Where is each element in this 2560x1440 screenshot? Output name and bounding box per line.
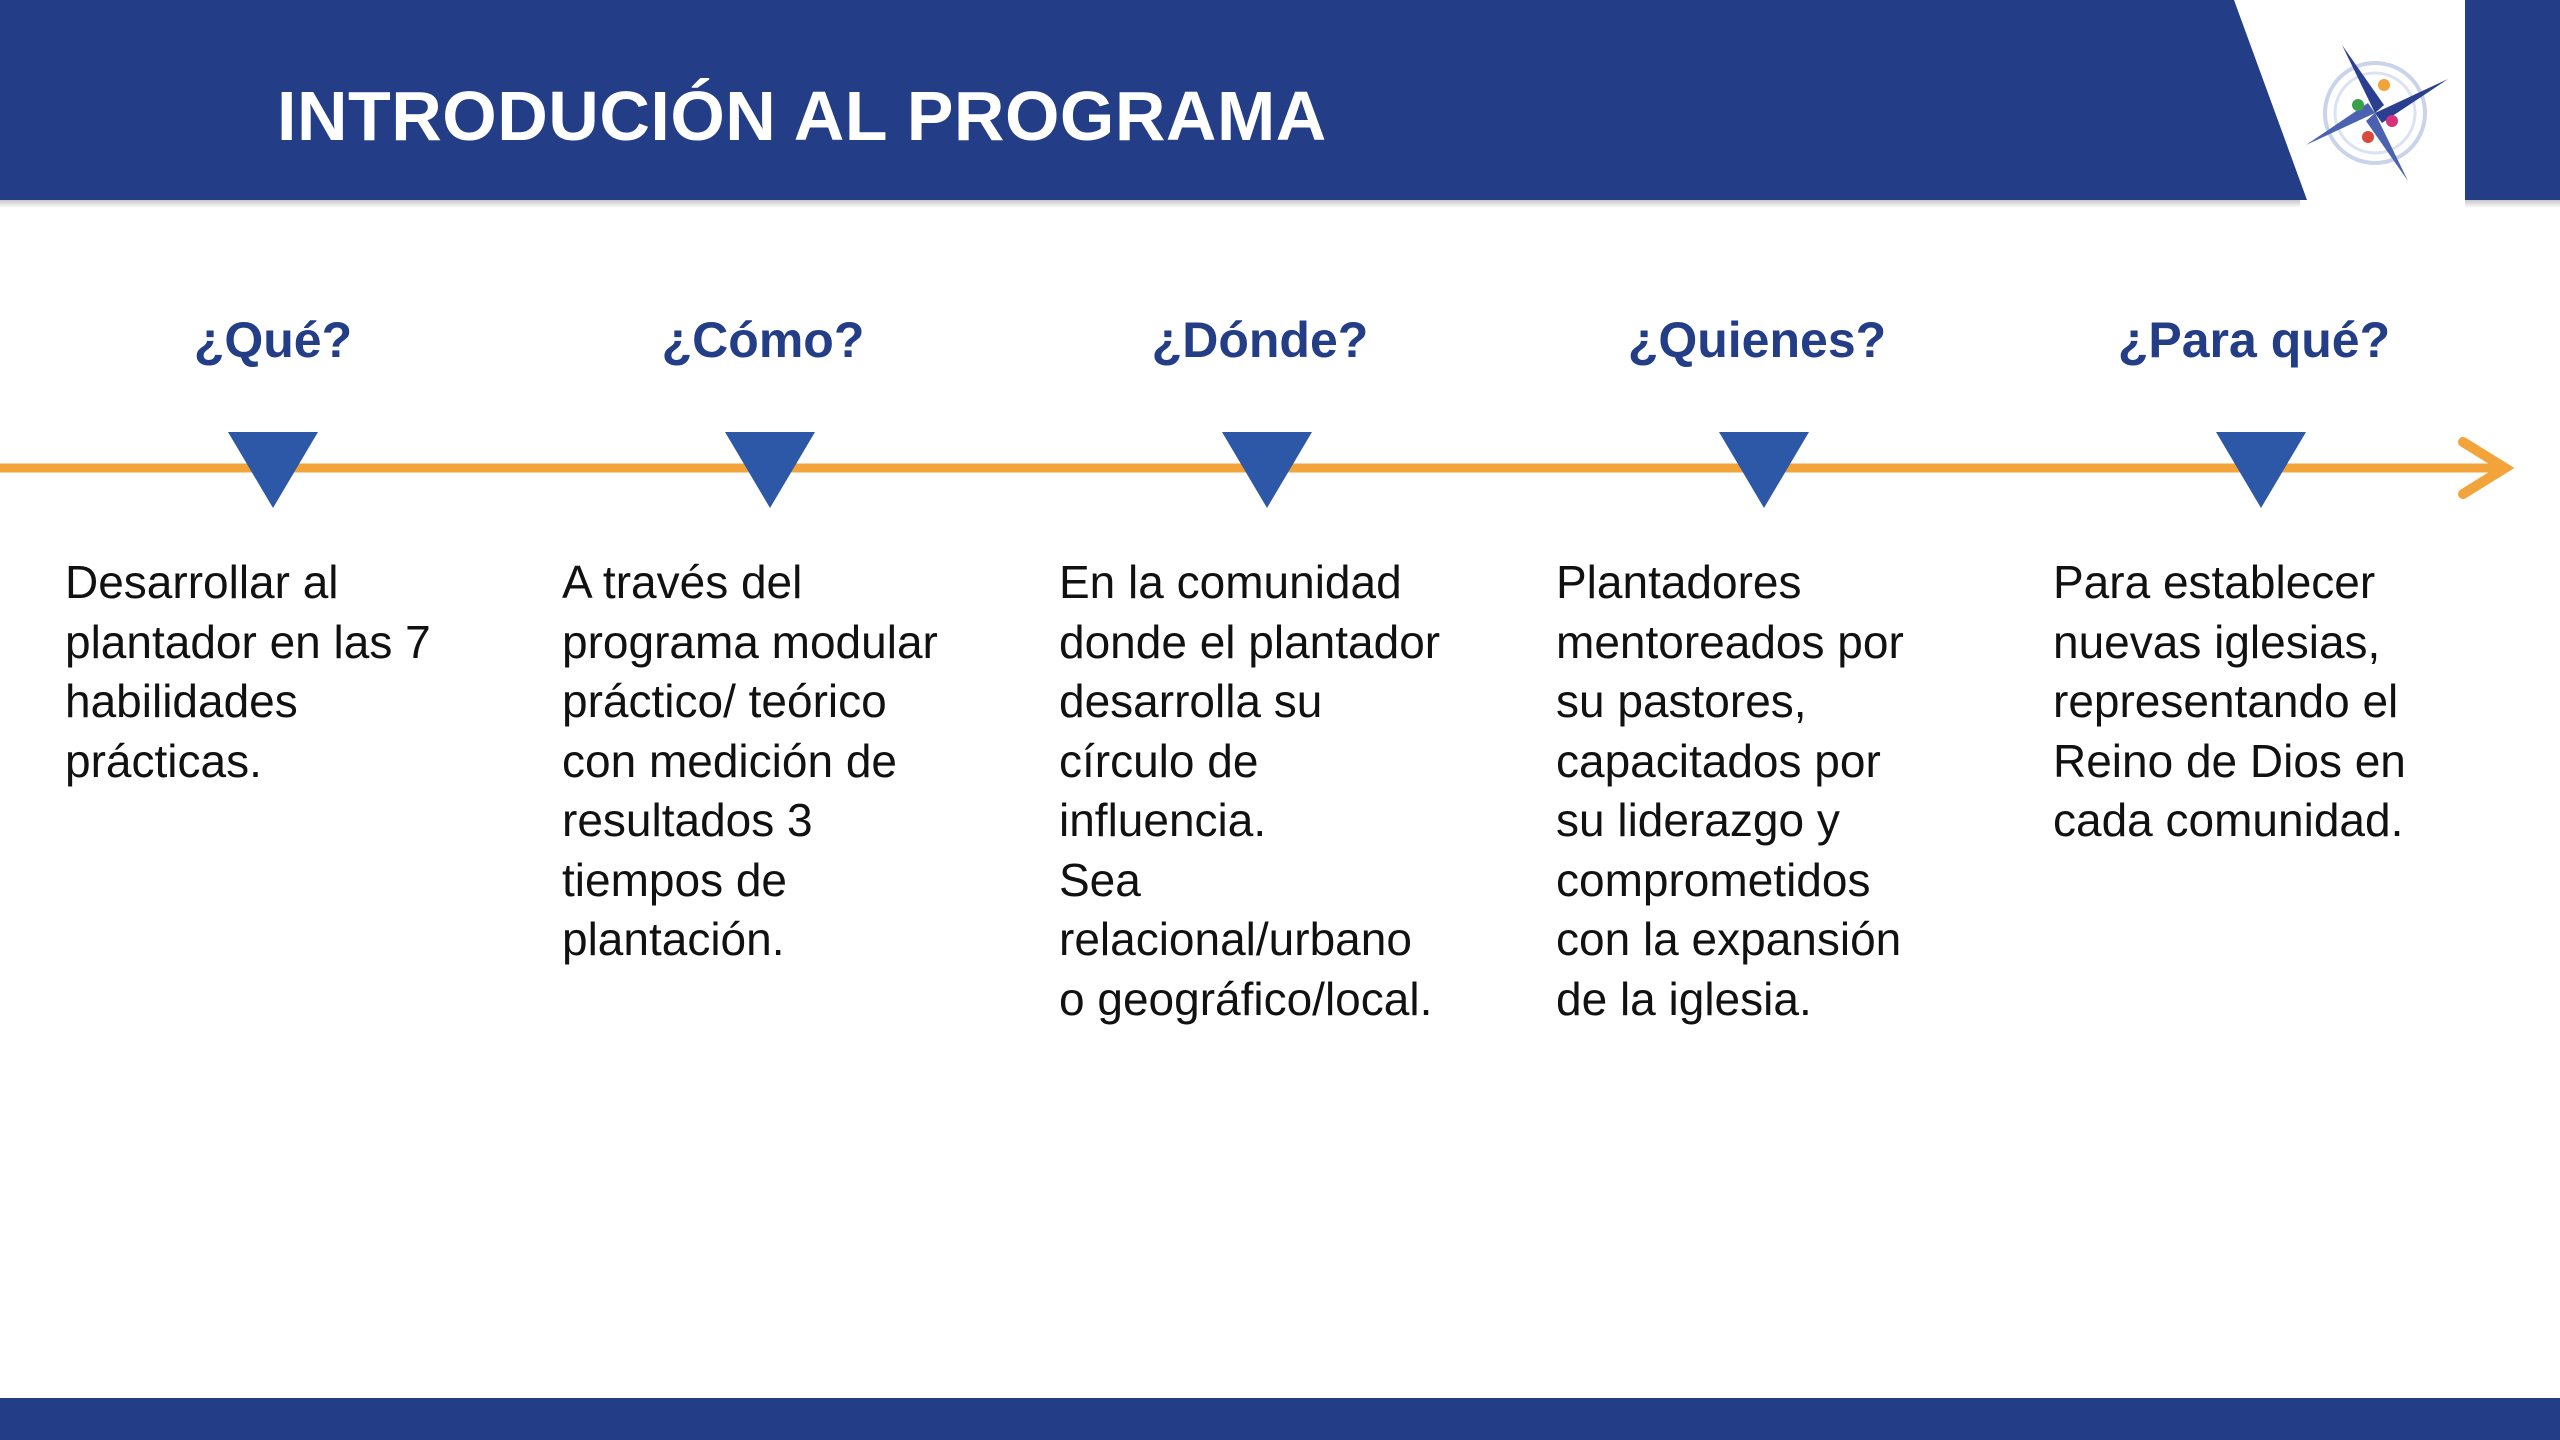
column-heading-donde: ¿Dónde? [1151, 312, 1369, 368]
column-heading-como: ¿Cómo? [661, 312, 865, 368]
column-body-que: Desarrollar al plantador en las 7 habilidades prácticas. [65, 556, 431, 787]
header-right-shadow [2465, 200, 2560, 208]
column-body-quienes: Plantadores mentoreados por su pastores, capacitados por su liderazgo y comprometidos con la expansión de la iglesia. [1556, 556, 1904, 1025]
column-body-para-que: Para establecer nuevas iglesias, representando el Reino de Dios en cada comunidad. [2053, 556, 2406, 846]
column-heading-para-que: ¿Para qué? [2117, 312, 2391, 368]
column-body-como: A través del programa modular práctico/ teórico con medición de resultados 3 tiempos de plantación. [562, 556, 938, 965]
header-right-block [2465, 0, 2560, 200]
header-shadow [0, 200, 2300, 208]
compass-star-logo-icon [2300, 35, 2450, 185]
page-title: INTRODUCIÓN AL PROGRAMA [277, 77, 1327, 155]
timeline [0, 420, 2560, 520]
column-heading-quienes: ¿Quienes? [1627, 312, 1887, 368]
footer-bar [0, 1398, 2560, 1440]
column-heading-que: ¿Qué? [193, 312, 353, 368]
column-body-donde: En la comunidad donde el plantador desarrolla su círculo de influencia. Sea relacional/urbano o geográfico/local. [1059, 556, 1441, 1025]
